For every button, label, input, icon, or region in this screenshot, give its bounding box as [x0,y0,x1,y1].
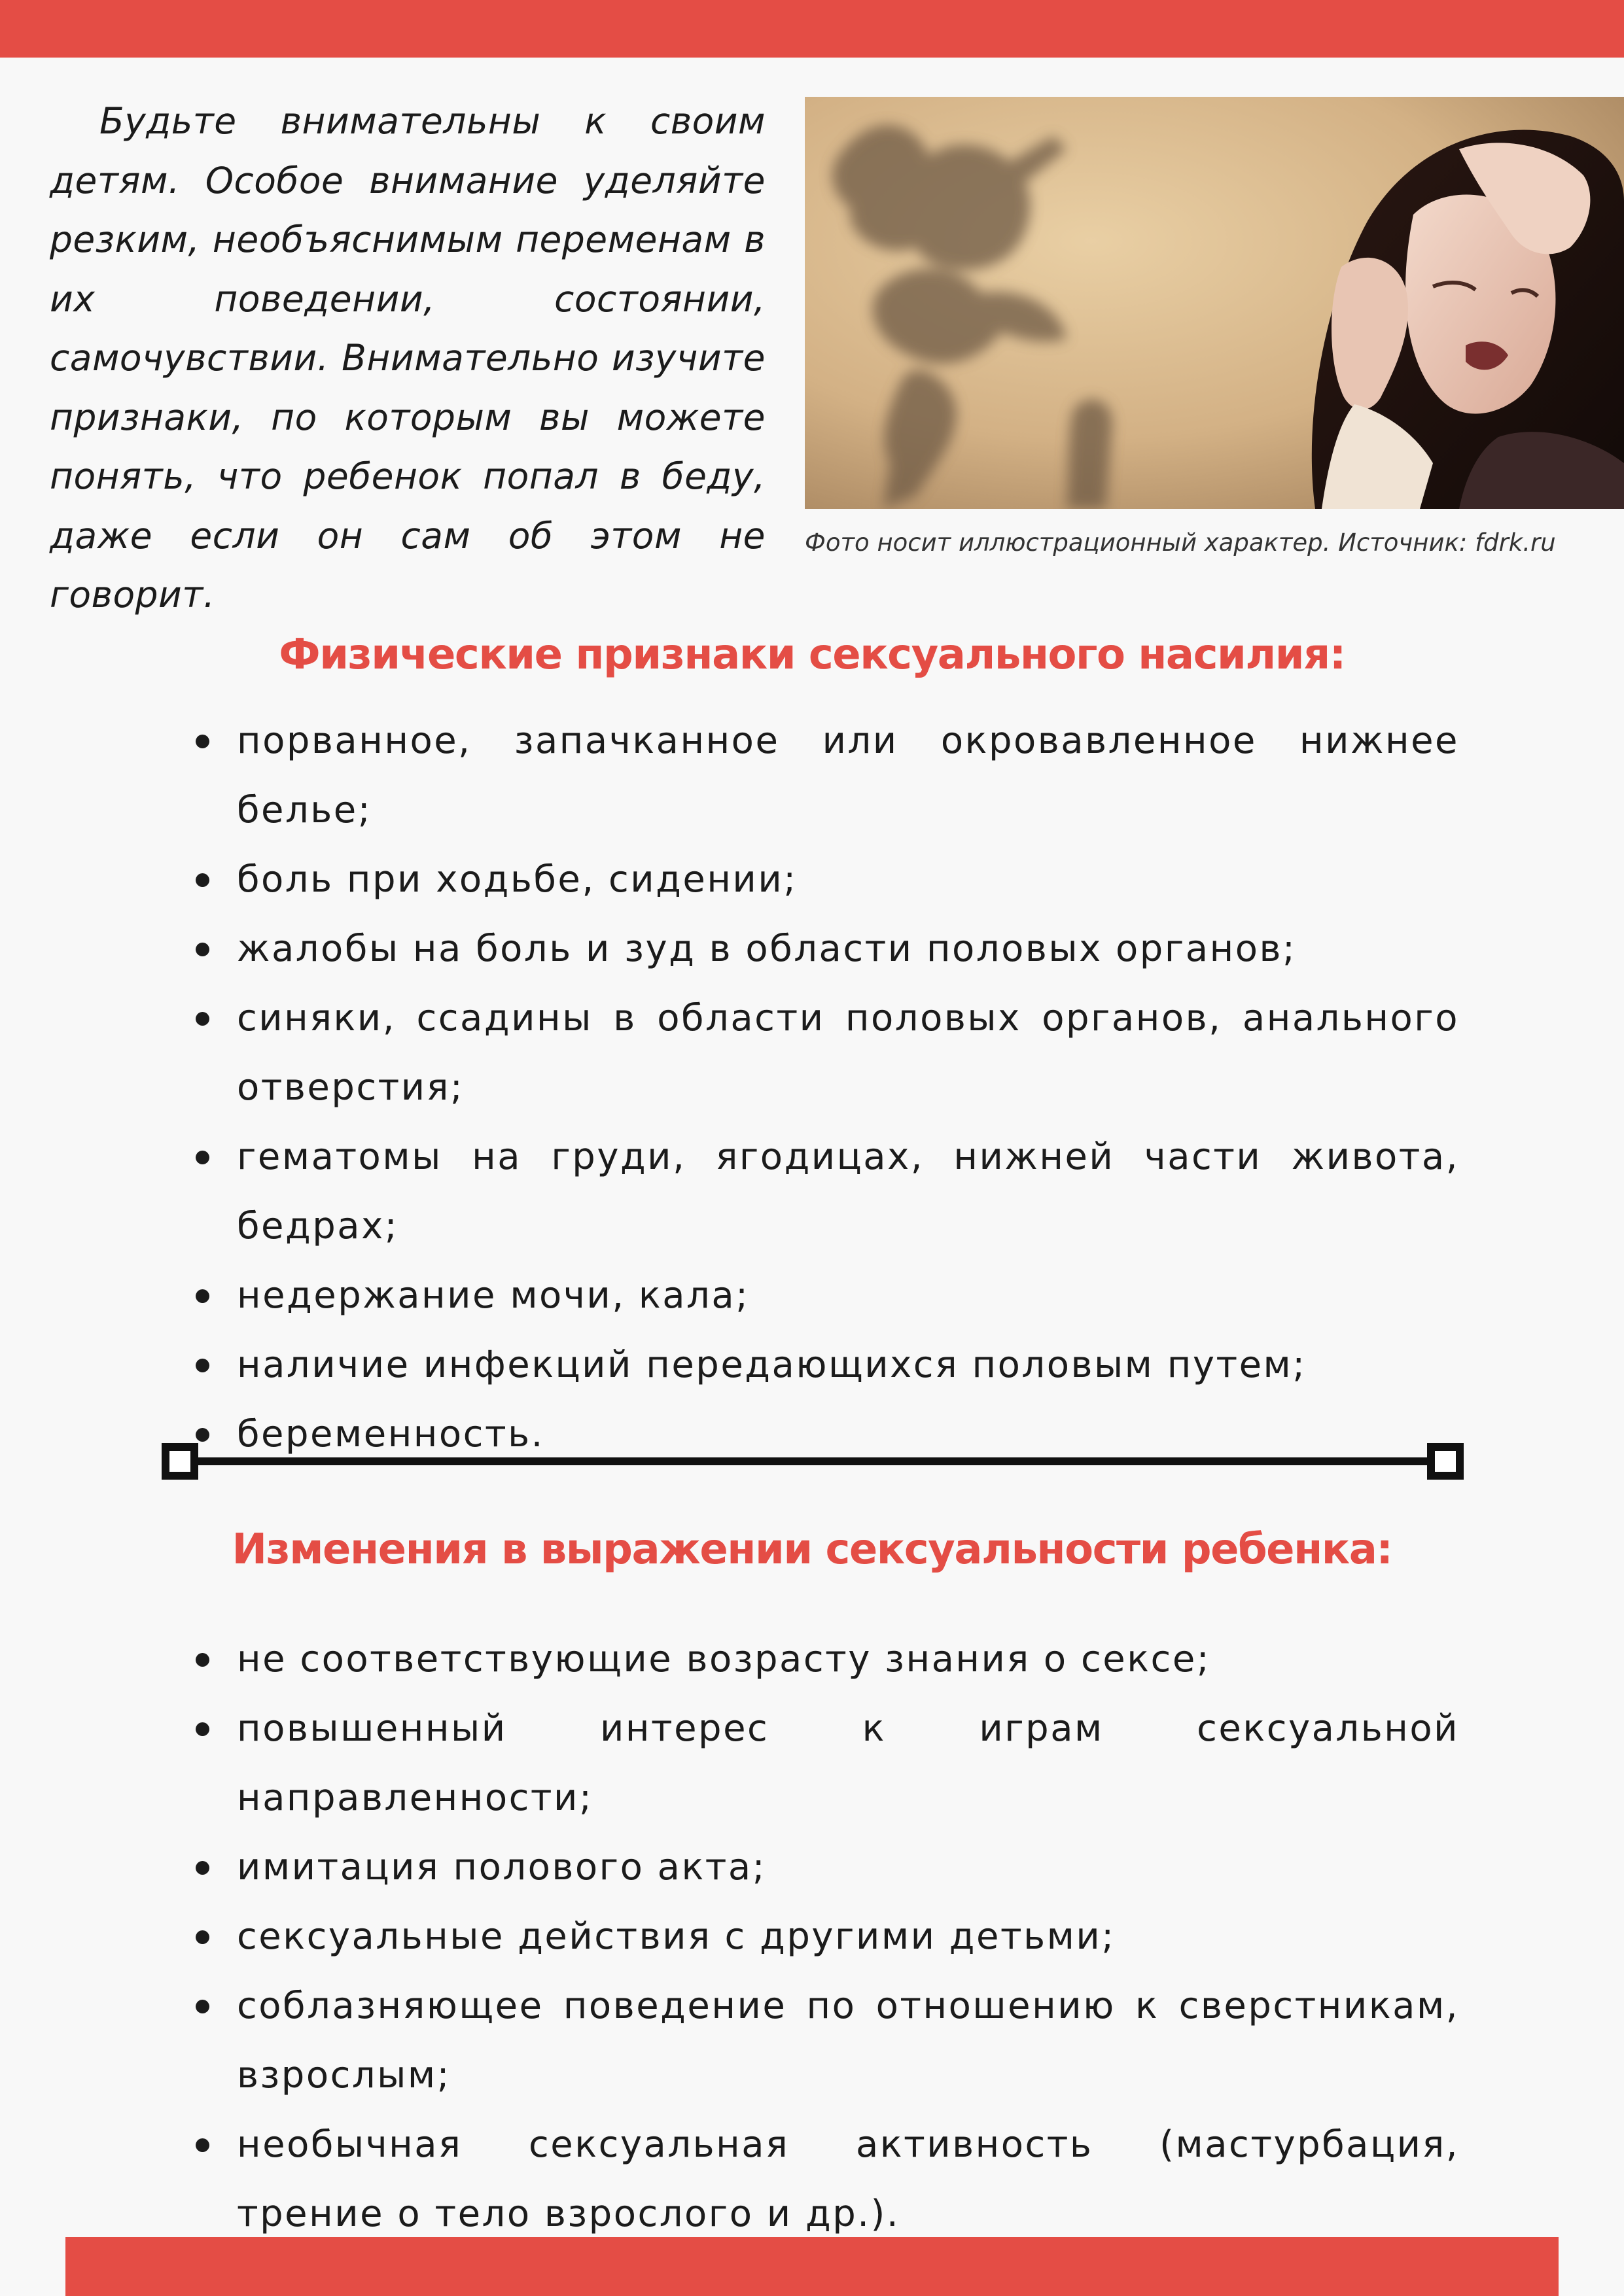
list-item: жалобы на боль и зуд в области половых органов; [177,914,1459,984]
list-item: беременность. [177,1400,1459,1469]
list-item: синяки, ссадины в области половых органов, анального отверстия; [177,984,1459,1122]
list-item: не соответствующие возрасту знания о сексе; [177,1625,1459,1694]
list-item: недержание мочи, кала; [177,1261,1459,1331]
physical-signs-title: Физические признаки сексуального насилия: [279,631,1345,679]
bottom-decorative-bar [65,2237,1559,2296]
list-item: имитация полового акта; [177,1833,1459,1902]
list-item: повышенный интерес к играм сексуальной направленности; [177,1694,1459,1833]
list-item: соблазняющее поведение по отношению к сверстникам, взрослым; [177,1972,1459,2110]
list-item: необычная сексуальная активность (мастурбация, трение о тело взрослого и др.). [177,2110,1459,2249]
physical-signs-list [177,706,1459,1469]
photo-caption: Фото носит иллюстрационный характер. Источник: fdrk.ru [805,529,1556,557]
list-item: сексуальные действия с другими детьми; [177,1902,1459,1972]
list-item: боль при ходьбе, сидении; [177,845,1459,914]
illustration-photo [805,97,1624,509]
intro-paragraph: Будьте внимательны к своим детям. Особое внимание уделяйте резким, необъяснимым переменам в их поведении, состоянии, самочувствии. Внимательно изучите признаки, по которым вы можете понять, что ребенок попал в беду, даже если он сам об этом не говорит. [50,100,766,616]
list-item: наличие инфекций передающихся половым путем; [177,1331,1459,1400]
list-item: порванное, запачканное или окровавленное нижнее белье; [177,706,1459,845]
list-item: гематомы на груди, ягодицах, нижней части живота, бедрах; [177,1122,1459,1261]
behavior-changes-list [177,1625,1459,2249]
top-decorative-bar [0,0,1624,58]
section-divider [161,1442,1464,1481]
behavior-changes-title: Изменения в выражении сексуальности ребенка: [232,1525,1392,1574]
